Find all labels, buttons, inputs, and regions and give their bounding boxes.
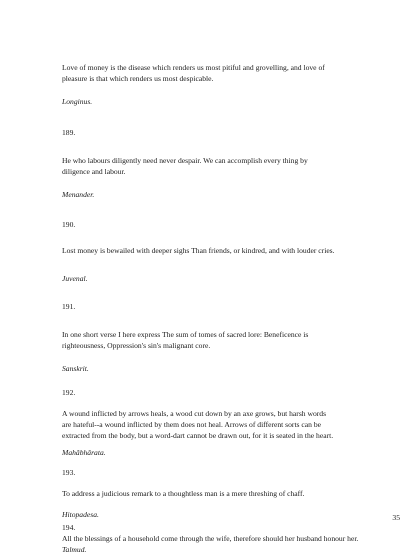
quote-author: Longinus. <box>62 97 93 106</box>
quote-line: To address a judicious remark to a thoughtless man is a mere threshing of chaff. <box>62 489 305 498</box>
quote-text <box>62 533 362 554</box>
quote-number: 189. <box>62 128 76 137</box>
quote-line: All the blessings of a household come through the wife, therefore should her husband <box>62 534 322 543</box>
quote-line: diligence and labour. <box>62 167 126 176</box>
quote-text <box>62 155 362 177</box>
quote-number: 194. <box>62 523 76 532</box>
quote-text <box>62 329 362 351</box>
quote-line: are hateful--a wound inflicted by them does not heal. Arrows of different sorts can be <box>62 420 322 429</box>
page-number: 35 <box>392 513 400 522</box>
document-page <box>62 0 362 554</box>
quote-line: pleasure is that which renders us most despicable. <box>62 74 214 83</box>
quote-number: 192. <box>62 388 76 397</box>
quote-line: righteousness, Oppression's sin's malignant core. <box>62 341 211 350</box>
quote-number: 190. <box>62 220 76 229</box>
quote-number: 191. <box>62 302 76 311</box>
quote-line: Love of money is the disease which renders us most pitiful and grovelling, and love of <box>62 63 325 72</box>
quote-text <box>62 488 362 499</box>
quote-author: Mahâbhârata. <box>62 448 106 457</box>
quote-line: In one short verse I here express The sum of tomes of sacred lore: Beneficence is <box>62 330 309 339</box>
quote-text <box>62 408 362 441</box>
quote-line: extracted from the body, but a word-dart cannot be drawn out, for it is seated in the heart. <box>62 431 334 440</box>
quote-line: Lost money is bewailed with deeper sighs Than friends, or kindred, and with louder cries. <box>62 246 335 255</box>
quote-author: Hitopadesa. <box>62 510 99 519</box>
quote-author: Juvenal. <box>62 274 88 283</box>
quote-line: honour her. <box>323 534 359 543</box>
quote-author: Talmud. <box>62 545 87 554</box>
quote-author: Sanskrit. <box>62 364 89 373</box>
quote-line: He who labours diligently need never despair. We can accomplish every thing by <box>62 156 308 165</box>
quote-text <box>62 62 362 84</box>
quote-author: Menander. <box>62 190 95 199</box>
quote-line: A wound inflicted by arrows heals, a wood cut down by an axe grows, but harsh words <box>62 409 327 418</box>
quote-number: 193. <box>62 468 76 477</box>
quote-text <box>62 245 362 256</box>
